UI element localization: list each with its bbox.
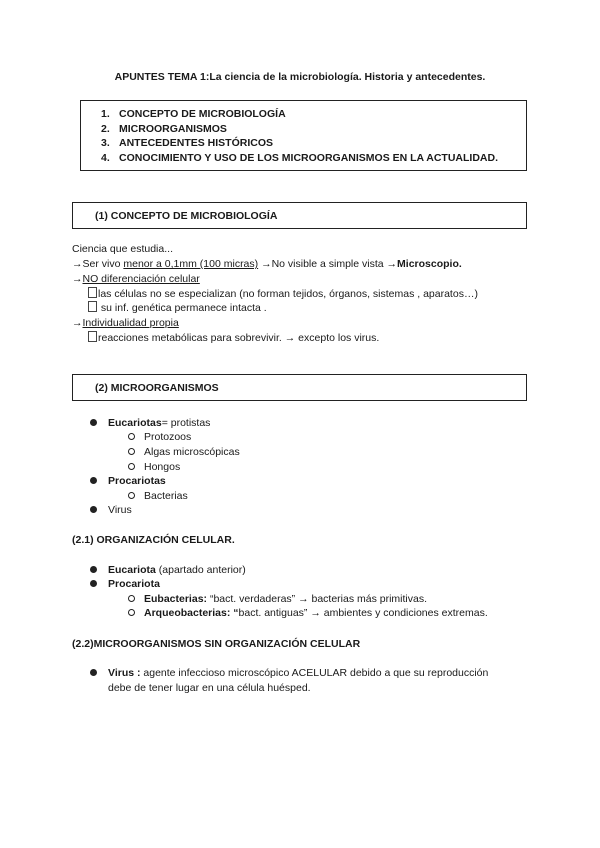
toc-label: ANTECEDENTES HISTÓRICOS <box>119 137 274 150</box>
list-item <box>90 416 97 431</box>
arrow: → <box>72 273 83 285</box>
section-1-heading: (1) CONCEPTO DE MICROBIOLOGÍA <box>95 210 278 222</box>
list-item <box>90 577 97 592</box>
arrow: → <box>72 317 83 329</box>
bold-term: Eucariotas <box>108 417 162 429</box>
list-item-text-cont: debe de tener lugar en una célula huésped. <box>108 682 311 694</box>
s1-underlined: Individualidad propia <box>82 317 179 329</box>
list-item <box>90 503 97 518</box>
bullet-icon <box>90 566 97 573</box>
sub-item: Algas microscópicas <box>144 446 240 458</box>
table-of-contents <box>80 100 527 171</box>
circle-bullet-icon <box>128 609 135 616</box>
sub-item <box>144 592 427 607</box>
list-item-text <box>108 416 210 431</box>
sub-bullet <box>128 592 135 607</box>
toc-item <box>101 136 498 151</box>
item-text: (apartado anterior) <box>155 564 246 576</box>
toc-item <box>101 151 498 166</box>
circle-bullet-icon <box>128 448 135 455</box>
sub-item: Bacterias <box>144 490 188 502</box>
square-glyph-icon <box>88 331 97 342</box>
list-item-text: Virus <box>108 504 132 516</box>
s1-line-cells <box>88 287 478 302</box>
bullet-icon <box>90 580 97 587</box>
bullet-icon <box>90 506 97 513</box>
section-2-1-heading: (2.1) ORGANIZACIÓN CELULAR. <box>72 534 235 546</box>
bold-term: Procariota <box>108 578 160 590</box>
bold-term: Procariotas <box>108 475 166 487</box>
s1-text: reacciones metabólicas para sobrevivir. → excepto los virus. <box>98 332 380 344</box>
sub-item <box>144 606 488 621</box>
s1-line-genetic <box>88 301 267 316</box>
bold-term: Arqueobacterias: “ <box>144 607 239 619</box>
sub-bullet <box>128 489 135 504</box>
s1-line-metab <box>88 331 379 346</box>
item-text: bact. antiguas” → ambientes y condiciones extremas. <box>238 607 488 619</box>
s1-bold: Microscopio. <box>397 258 462 270</box>
circle-bullet-icon <box>128 492 135 499</box>
section-2-header <box>72 374 527 401</box>
s1-text: su inf. genética permanece intacta . <box>98 302 267 314</box>
square-glyph-icon <box>88 287 97 298</box>
circle-bullet-icon <box>128 463 135 470</box>
s1-line-diff <box>72 272 200 287</box>
item-text: “bact. verdaderas” → bacterias más primitivas. <box>207 593 428 605</box>
s1-text: las células no se especializan (no forman tejidos, órganos, sistemas , aparatos…) <box>98 288 478 300</box>
s1-text: →Ser vivo <box>72 258 124 270</box>
sub-item: Hongos <box>144 461 181 473</box>
s1-intro: Ciencia que estudia... <box>72 243 173 255</box>
toc-number: 4. <box>101 151 110 164</box>
sub-bullet <box>128 460 135 475</box>
s1-line-size <box>72 257 462 272</box>
bullet-icon <box>90 419 97 426</box>
section-2-2-heading: (2.2)MICROORGANISMOS SIN ORGANIZACIÓN CELULAR <box>72 638 361 650</box>
s1-line-individ <box>72 316 179 331</box>
sub-bullet <box>128 445 135 460</box>
bold-term: Virus : <box>108 667 141 679</box>
list-item <box>90 666 97 681</box>
sub-bullet <box>128 606 135 621</box>
sub-item: Protozoos <box>144 431 192 443</box>
list-item-text <box>108 666 488 681</box>
toc-label: MICROORGANISMOS <box>119 122 227 135</box>
s1-underlined: NO diferenciación celular <box>82 273 200 285</box>
toc-label: CONOCIMIENTO Y USO DE LOS MICROORGANISMOS EN LA ACTUALIDAD. <box>119 151 498 164</box>
s1-text: →No visible a simple vista → <box>258 258 398 270</box>
list-item-text <box>108 563 246 578</box>
section-1-header <box>72 202 527 229</box>
item-text: agente infeccioso microscópico ACELULAR debido a que su reproducción <box>140 667 489 679</box>
toc-number: 3. <box>101 137 110 150</box>
bullet-icon <box>90 669 97 676</box>
list-item-text <box>108 474 166 489</box>
bold-term: Eubacterias: <box>144 593 208 605</box>
bold-term: Eucariota <box>108 564 156 576</box>
toc-number: 2. <box>101 122 110 135</box>
list-item <box>90 474 97 489</box>
square-glyph-icon <box>88 301 97 312</box>
s1-underlined: menor a 0,1mm (100 micras) <box>123 258 259 270</box>
toc-number: 1. <box>101 108 110 120</box>
list-item-text <box>108 577 160 592</box>
sub-bullet <box>128 430 135 445</box>
bullet-icon <box>90 477 97 484</box>
page-title: APUNTES TEMA 1:La ciencia de la microbiología. Historia y antecedentes. <box>114 71 486 83</box>
circle-bullet-icon <box>128 595 135 602</box>
toc-item <box>101 107 498 122</box>
toc-item <box>101 122 498 137</box>
toc-label: CONCEPTO DE MICROBIOLOGÍA <box>119 108 286 120</box>
item-text: = protistas <box>161 417 211 429</box>
section-2-heading: (2) MICROORGANISMOS <box>95 382 219 394</box>
list-item <box>90 563 97 578</box>
circle-bullet-icon <box>128 433 135 440</box>
